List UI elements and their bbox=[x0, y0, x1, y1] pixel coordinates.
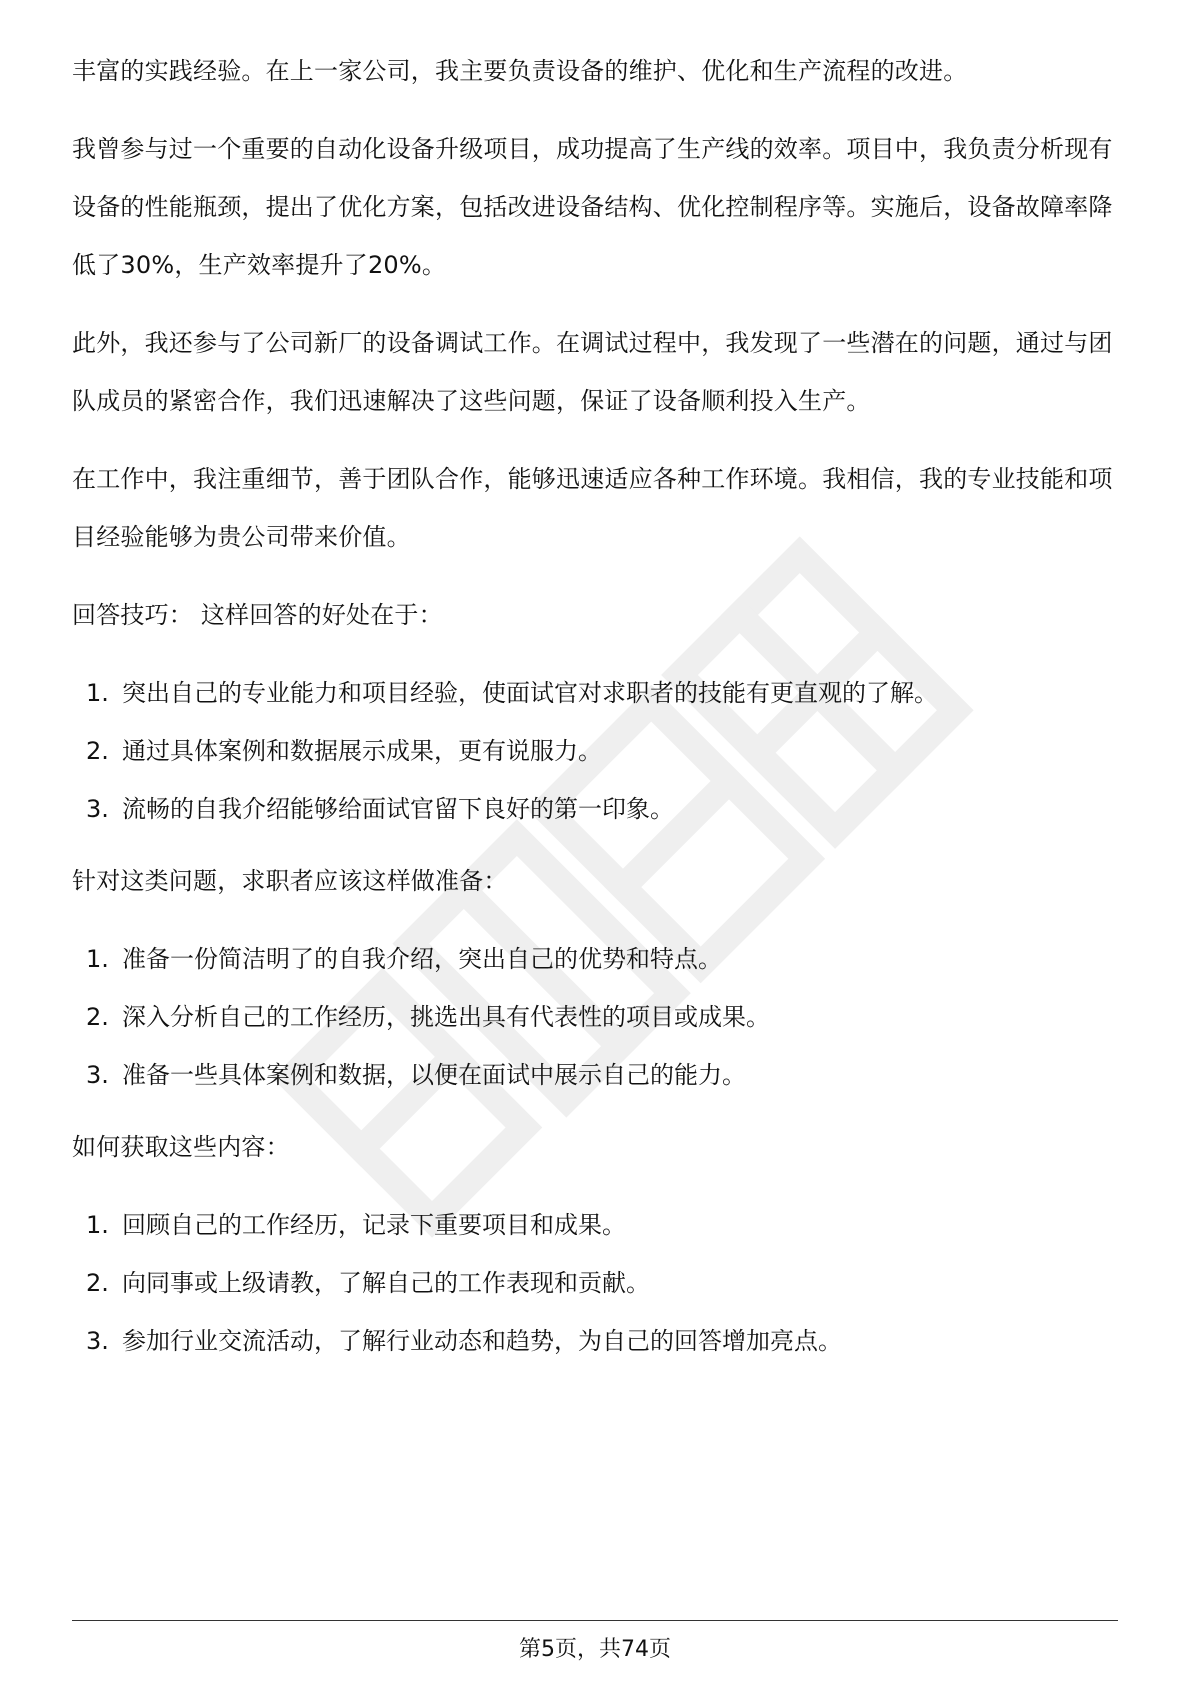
list-text: 准备一些具体案例和数据，以便在面试中展示自己的能力。 bbox=[122, 1061, 746, 1089]
list-item bbox=[72, 1312, 1118, 1370]
page-number: 第5页，共74页 bbox=[519, 1637, 671, 1662]
list-item bbox=[72, 1046, 1118, 1104]
list-number: 1. bbox=[86, 679, 109, 707]
list-text: 参加行业交流活动，了解行业动态和趋势，为自己的回答增加亮点。 bbox=[122, 1327, 842, 1355]
list-item bbox=[72, 722, 1118, 780]
list-text: 回顾自己的工作经历，记录下重要项目和成果。 bbox=[122, 1211, 626, 1239]
list-number: 3. bbox=[86, 1327, 109, 1355]
list-item bbox=[72, 1196, 1118, 1254]
footer-divider bbox=[72, 1620, 1118, 1621]
list-number: 3. bbox=[86, 795, 109, 823]
list-item bbox=[72, 930, 1118, 988]
list-text: 突出自己的专业能力和项目经验，使面试官对求职者的技能有更直观的了解。 bbox=[122, 679, 938, 707]
list-number: 2. bbox=[86, 737, 109, 765]
list-number: 2. bbox=[86, 1003, 109, 1031]
list-item bbox=[72, 780, 1118, 838]
list-text: 深入分析自己的工作经历，挑选出具有代表性的项目或成果。 bbox=[122, 1003, 770, 1031]
prep-list bbox=[72, 930, 1118, 1104]
paragraph-1: 丰富的实践经验。在上一家公司，我主要负责设备的维护、优化和生产流程的改进。 bbox=[72, 57, 968, 85]
list-number: 1. bbox=[86, 945, 109, 973]
tips-heading: 回答技巧： 这样回答的好处在于： bbox=[72, 601, 443, 629]
list-item bbox=[72, 664, 1118, 722]
paragraph-4: 在工作中，我注重细节，善于团队合作，能够迅速适应各种工作环境。我相信，我的专业技能和项目经验能够为贵公司带来价值。 bbox=[72, 465, 1113, 551]
list-text: 向同事或上级请教，了解自己的工作表现和贡献。 bbox=[122, 1269, 650, 1297]
list-number: 3. bbox=[86, 1061, 109, 1089]
list-item bbox=[72, 988, 1118, 1046]
list-text: 通过具体案例和数据展示成果，更有说服力。 bbox=[122, 737, 602, 765]
obtain-list bbox=[72, 1196, 1118, 1370]
document-body bbox=[72, 42, 1118, 1384]
tips-list bbox=[72, 664, 1118, 838]
list-text: 流畅的自我介绍能够给面试官留下良好的第一印象。 bbox=[122, 795, 674, 823]
list-text: 准备一份简洁明了的自我介绍，突出自己的优势和特点。 bbox=[122, 945, 722, 973]
list-item bbox=[72, 1254, 1118, 1312]
list-number: 1. bbox=[86, 1211, 109, 1239]
obtain-heading: 如何获取这些内容： bbox=[72, 1133, 290, 1161]
paragraph-3: 此外，我还参与了公司新厂的设备调试工作。在调试过程中，我发现了一些潜在的问题，通过与团队成员的紧密合作，我们迅速解决了这些问题，保证了设备顺利投入生产。 bbox=[72, 329, 1113, 415]
paragraph-2: 我曾参与过一个重要的自动化设备升级项目，成功提高了生产线的效率。项目中，我负责分析现有设备的性能瓶颈，提出了优化方案，包括改进设备结构、优化控制程序等。实施后，设备故障率降低了30%，生产效率提升了20%。 bbox=[72, 135, 1113, 279]
list-number: 2. bbox=[86, 1269, 109, 1297]
prep-heading: 针对这类问题，求职者应该这样做准备： bbox=[72, 867, 508, 895]
